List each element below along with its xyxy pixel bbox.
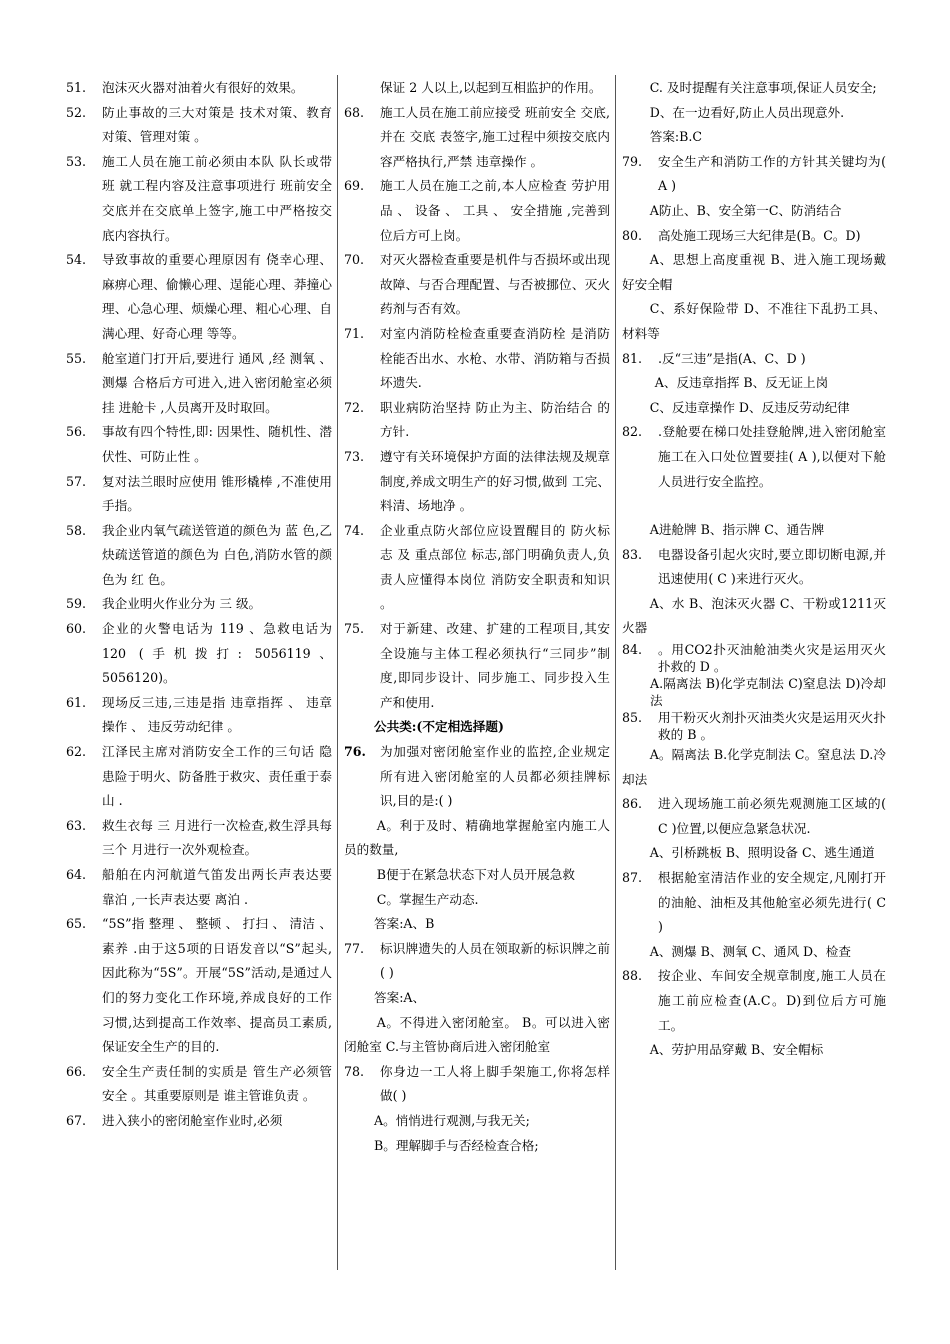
options-84: A.隔离法 B)化学克制法 C)窒息法 D)冷却法 <box>650 676 886 709</box>
option-76-a: A。利于及时、精确地掌握舱室内施工人员的数量, <box>344 817 610 858</box>
column-2 <box>344 76 610 1158</box>
question-64: 64. 船舶在内河航道气笛发出两长声表达要 靠泊 ,一长声表达要 离泊 . <box>66 867 332 907</box>
question-56: 56. 事故有四个特性,即: 因果性、随机性、潜伏性、可防止性 。 <box>66 424 332 464</box>
question-63: 63. 救生衣每 三 月进行一次检查,救生浮具每 三个 月进行一次外观检查。 <box>66 817 332 858</box>
options-83: A、水 B、泡沫灭火器 C、干粉或1211灭火器 <box>622 595 886 636</box>
question-81: 81. .反“三违”是指(A、C、D ) <box>622 350 806 366</box>
options-87: A、测爆 B、测氧 C、通风 D、检查 <box>649 943 851 959</box>
question-88: 88. 按企业、车间安全规章制度,施工人员在施工前应检查(A.C。D)到位后方可施工。 <box>622 968 886 1033</box>
option-76-c: C。掌握生产动态. <box>376 891 479 907</box>
options-85: A。隔离法 B.化学克制法 C。窒息法 D.冷却法 <box>622 747 886 787</box>
question-57: 57. 复对法兰眼时应使用 锥形橇棒 ,不准使用手指。 <box>66 473 332 514</box>
column-divider-left <box>337 75 338 1270</box>
answer-78: 答案:B.C <box>649 129 703 145</box>
options-88: A、劳护用品穿戴 B、安全帽标 <box>649 1042 824 1058</box>
question-75: 75. 对于新建、改建、扩建的工程项目,其安全设施与主体工程必须执行“三同步”制度,即同步设计、同步施工、同步投入生产和使用. <box>344 621 610 710</box>
answer-76: 答案:A、B <box>374 916 435 932</box>
question-82: 82. .登舱要在梯口处挂登舱牌,进入密闭舱室施工在入口处位置要挂( A ),以便对下舱人员进行安全监控。 <box>622 424 886 489</box>
option-78-a: A。悄悄进行观测,与我无关; <box>374 1112 530 1128</box>
question-58: 58. 我企业内氧气疏送管道的颜色为 蓝 色,乙炔疏送管道的颜色为 白色,消防水管的颜色为 红 色。 <box>66 522 332 587</box>
question-72: 72. 职业病防治坚持 防止为主、防治结合 的方针. <box>344 399 610 440</box>
option-78-c: C. 及时提醒有关注意事项,保证人员安全; <box>649 80 877 95</box>
question-76: 76. 为加强对密闭舱室作业的监控,企业规定所有进入密闭舱室的人员都必须挂牌标识,目的是:( ) <box>344 744 610 809</box>
question-84: 84. 。用CO2扑灭油舱油类火灾是运用灭火扑救的 D 。 <box>622 642 886 675</box>
options-81-ab: A、反违章指挥 B、反无证上岗 <box>654 375 829 391</box>
question-59: 59. 我企业明火作业分为 三 级。 <box>66 596 262 612</box>
spacer <box>622 494 886 518</box>
options-77: A。不得进入密闭舱室。 B。可以进入密闭舱室 C.与主管协商后进入密闭舱室 <box>344 1014 610 1055</box>
question-70: 70. 对灭火器检查重要是机件与否损坏或出现故障、与否合理配置、与否被挪位、灭火药剂与否有效。 <box>344 252 610 317</box>
column-3 <box>622 76 886 1063</box>
question-55: 55. 舱室道门打开后,要进行 通风 ,经 测氧 、 测爆 合格后方可进入,进入密闭舱室必须挂 进舱卡 ,人员离开及时取回。 <box>66 350 332 415</box>
question-74: 74. 企业重点防火部位应设置醒目的 防火标志 及 重点部位 标志,部门明确负责人,负责人应懂得本岗位 消防安全职责和知识 。 <box>344 522 610 612</box>
options-80-ab: A、思想上高度重视 B、进入施工现场戴好安全帽 <box>622 252 886 292</box>
section-heading: 公共类:(不定相选择题) <box>374 719 504 735</box>
question-85: 85. 用干粉灭火剂扑灭油类火灾是运用灭火扑救的 B 。 <box>622 710 886 743</box>
question-86: 86. 进入现场施工前必须先观测施工区域的( C )位置,以便应急紧急状况. <box>622 796 886 836</box>
question-79: 79. 安全生产和消防工作的方针其关键均为( A ) <box>622 153 886 194</box>
options-86: A、引桥跳板 B、照明设备 C、逃生通道 <box>649 845 875 861</box>
question-62: 62. 江泽民主席对消防安全工作的三句话 隐患险于明火、防备胜于救灾、责任重于泰山 . <box>66 744 332 809</box>
question-73: 73. 遵守有关环境保护方面的法律法规及规章制度,养成文明生产的好习惯,做到 工完、料清、场地净 。 <box>344 448 610 514</box>
question-66: 66. 安全生产责任制的实质是 管生产必须管安全 。其重要原则是 谁主管谁负责 。 <box>66 1063 332 1104</box>
answer-77: 答案:A、 <box>374 989 426 1005</box>
options-82: A进舱牌 B、指示牌 C、通告牌 <box>649 522 825 538</box>
question-53: 53. 施工人员在施工前必须由本队 队长或带班 就工程内容及注意事项进行 班前安全 交底并在交底单上签字,施工中严格按交底内容执行。 <box>66 153 332 243</box>
question-69: 69. 施工人员在施工之前,本人应检查 劳护用品 、 设备 、 工具 、 安全措施 ,完善到位后方可上岗。 <box>344 178 610 243</box>
option-78-b: B。理解脚手与否经检查合格; <box>374 1137 539 1153</box>
question-67-continued: 保证 2 人以上,以起到互相监护的作用。 <box>380 80 602 95</box>
question-65: 65. “5S”指 整理 、 整顿 、 打扫 、 清洁 、 素养 .由于这5项的日语发音以“S”起头,因此称为“5S”。开展“5S”活动,是通过人们的努力变化工作环境,养成良好的工作习惯,达到提高工作效率、提高员工素质,保证安全生产的目的. <box>66 916 332 1055</box>
question-71: 71. 对室内消防栓检查重要查消防栓 是消防栓能否出水、水枪、水带、消防箱与否损坏遗失. <box>344 325 610 391</box>
question-78: 78. 你身边一工人将上脚手架施工,你将怎样做( ) <box>344 1063 610 1104</box>
option-76-b: B便于在紧急状态下对人员开展急救 <box>376 867 575 882</box>
question-60: 60. 企业的火警电话为 119 、急救电话为 120 (手机拨打: 5056119、5056120)。 <box>66 621 332 686</box>
question-68: 68. 施工人员在施工前应接受 班前安全 交底,并在 交底 表签字,施工过程中须按交底内容严格执行,严禁 违章操作 。 <box>344 104 610 169</box>
options-81-cd: C、反违章操作 D、反违反劳动纪律 <box>649 399 850 415</box>
column-divider-right <box>615 75 616 1270</box>
question-54: 54. 导致事故的重要心理原因有 侥幸心理、麻痹心理、偷懒心理、逞能心理、莽撞心理、心急心理、烦燥心理、粗心心理、自满心理、好奇心理 等等。 <box>66 252 332 341</box>
question-80: 80. 高处施工现场三大纪律是(B。C。D) <box>622 227 861 243</box>
question-77: 77. 标识牌遗失的人员在领取新的标识牌之前( ) <box>344 940 610 981</box>
question-51: 51. 泡沫灭火器对油着火有很好的效果。 <box>66 80 304 95</box>
question-67: 67. 进入狭小的密闭舱室作业时,必须 <box>66 1112 283 1128</box>
column-1 <box>66 76 332 1134</box>
question-83: 83. 电器设备引起火灾时,要立即切断电源,并迅速使用( C )来进行灭火。 <box>622 546 886 587</box>
question-61: 61. 现场反三违,三违是指 违章指挥 、 违章操作 、 违反劳动纪律 。 <box>66 694 332 735</box>
question-87: 87. 根据舱室清洁作业的安全规定,凡刚打开的油舱、油柜及其他舱室必须先进行( C ) <box>622 870 886 935</box>
options-80-cd: C、系好保险带 D、不准往下乱扔工具、材料等 <box>622 301 886 341</box>
option-78-d: D、在一边看好,防止人员出现意外. <box>649 104 845 120</box>
question-52: 52. 防止事故的三大对策是 技术对策、教育对策、管理对策 。 <box>66 104 332 145</box>
options-79: A防止、B、安全第一C、防消结合 <box>649 202 842 218</box>
